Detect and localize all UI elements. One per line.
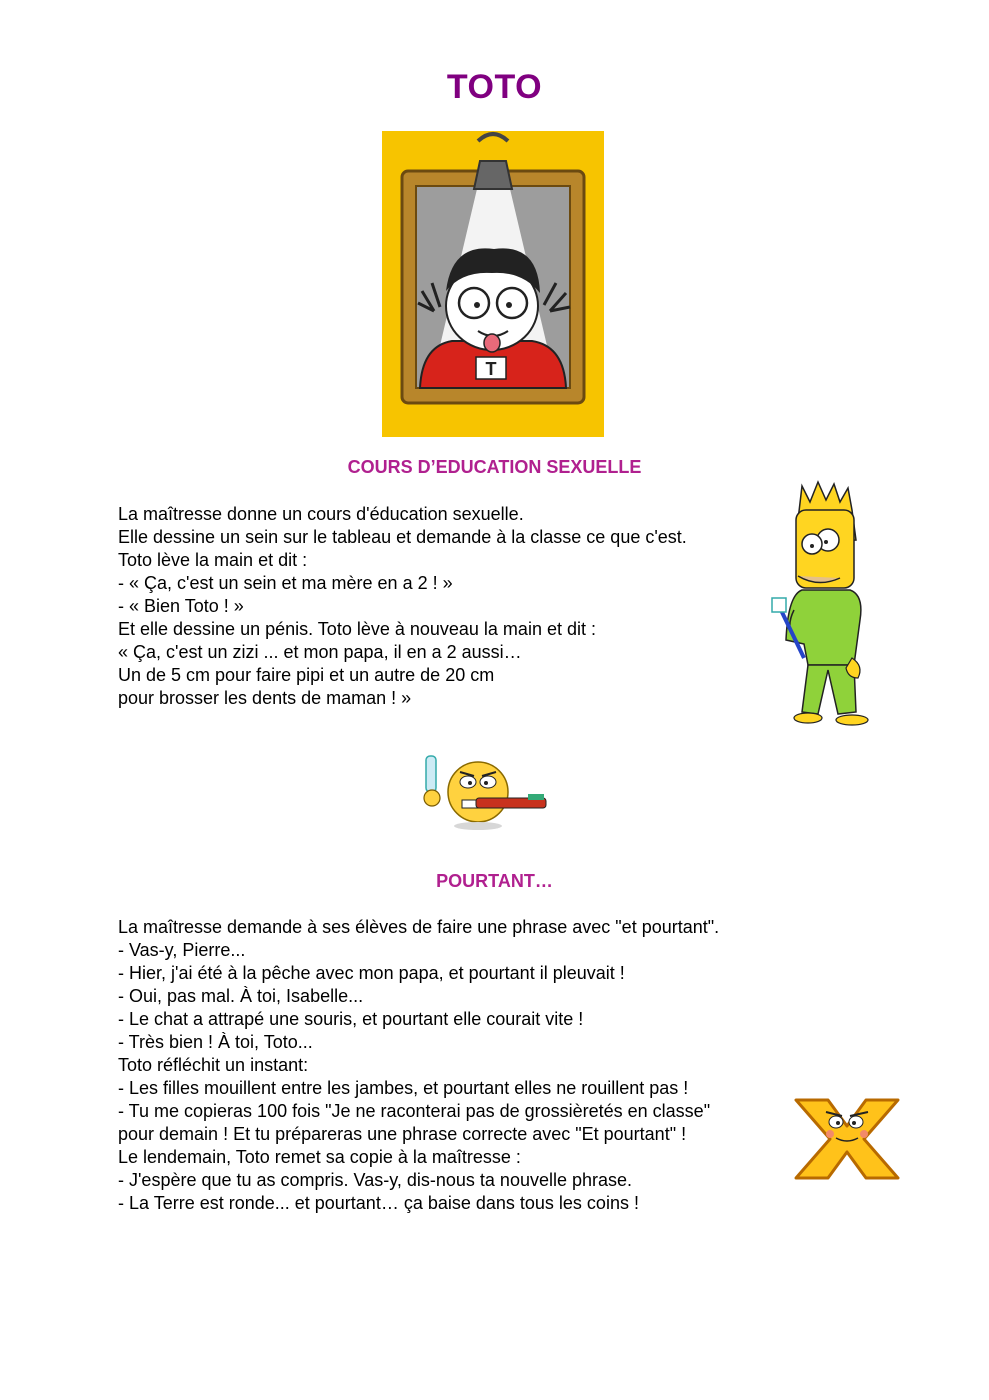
- text-line: - Tu me copieras 100 fois "Je ne raconterai pas de grossièretés en classe": [118, 1101, 711, 1121]
- text-line: - J'espère que tu as compris. Vas-y, dis-nous ta nouvelle phrase.: [118, 1170, 633, 1190]
- svg-text:T: T: [485, 359, 497, 379]
- section-heading-pourtant: POURTANT…: [436, 871, 553, 891]
- text-line: Toto lève la main et dit :: [118, 550, 308, 570]
- text-line: La maîtresse demande à ses élèves de faire une phrase avec "et pourtant".: [118, 917, 720, 937]
- text-line: La maîtresse donne un cours d'éducation sexuelle.: [118, 504, 524, 524]
- text-line: - « Bien Toto ! »: [118, 596, 244, 616]
- text-line: « Ça, c'est un zizi ... et mon papa, il en a 2 aussi…: [118, 642, 522, 662]
- text-line: - Oui, pas mal. À toi, Isabelle...: [118, 986, 364, 1006]
- section-heading-education: COURS D’EDUCATION SEXUELLE: [347, 457, 642, 477]
- text-line: - Hier, j'ai été à la pêche avec mon papa, et pourtant il pleuvait !: [118, 963, 625, 983]
- text-line: Toto réfléchit un instant:: [118, 1055, 309, 1075]
- text-line: Le lendemain, Toto remet sa copie à la maîtresse :: [118, 1147, 521, 1167]
- text-line: - Le chat a attrapé une souris, et pourtant elle courait vite !: [118, 1009, 584, 1029]
- text-line: pour brosser les dents de maman ! »: [118, 688, 412, 708]
- text-line: Un de 5 cm pour faire pipi et un autre de 20 cm: [118, 665, 495, 685]
- smiley-brushing-teeth-image: [418, 752, 548, 832]
- text-line: pour demain ! Et tu prépareras une phrase correcte avec "Et pourtant" !: [118, 1124, 687, 1144]
- joke-text-pourtant: [118, 916, 719, 1215]
- text-line: - « Ça, c'est un sein et ma mère en a 2 ! »: [118, 573, 453, 593]
- framed-portrait-image: [382, 131, 604, 437]
- text-line: Et elle dessine un pénis. Toto lève à nouveau la main et dit :: [118, 619, 596, 639]
- page-title: TOTO: [446, 68, 543, 106]
- boy-with-toothbrush-image: [768, 480, 908, 730]
- text-line: - La Terre est ronde... et pourtant… ça baise dans tous les coins !: [118, 1193, 639, 1213]
- yellow-x-character-image: [790, 1094, 904, 1184]
- text-line: - Vas-y, Pierre...: [118, 940, 246, 960]
- text-line: - Les filles mouillent entre les jambes, et pourtant elles ne rouillent pas !: [118, 1078, 689, 1098]
- text-line: Elle dessine un sein sur le tableau et demande à la classe ce que c'est.: [118, 527, 687, 547]
- joke-text-education: [118, 503, 687, 710]
- text-line: - Très bien ! À toi, Toto...: [118, 1032, 313, 1052]
